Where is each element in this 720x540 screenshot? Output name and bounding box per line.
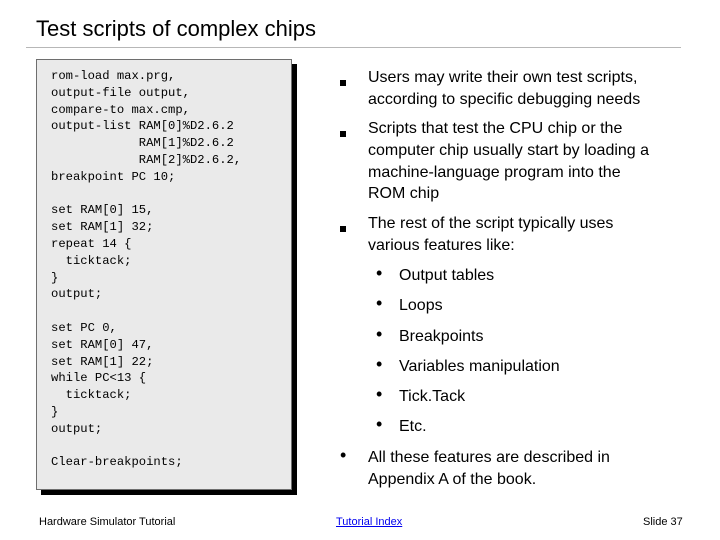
closing-line-1: All these features are described in — [368, 449, 610, 466]
footer-tutorial-name: Hardware Simulator Tutorial — [39, 516, 176, 528]
bullet-3-line-1: The rest of the script typically uses — [368, 215, 614, 232]
tutorial-index-link[interactable]: Tutorial Index — [336, 516, 403, 528]
bullet-3-line-2: various features like: — [368, 237, 515, 254]
feature-output-tables: Output tables — [399, 267, 495, 284]
title-divider — [26, 47, 681, 48]
bullet-1-line-1: Users may write their own test scripts, — [368, 69, 638, 86]
square-bullet-icon — [340, 221, 346, 235]
dot-bullet-icon: • — [340, 445, 347, 465]
square-bullet-icon — [340, 126, 346, 140]
dot-bullet-icon: • — [376, 354, 383, 374]
dot-bullet-icon: • — [376, 384, 383, 404]
square-bullet-icon — [340, 75, 346, 89]
dot-bullet-icon: • — [376, 414, 383, 434]
dot-bullet-icon: • — [376, 263, 383, 283]
bullet-2-line-3: machine-language program into the — [368, 164, 621, 181]
feature-ticktack: Tick.Tack — [399, 388, 466, 405]
dot-bullet-icon: • — [376, 324, 383, 344]
bullet-2-line-2: computer chip usually start by loading a — [368, 142, 650, 159]
feature-breakpoints: Breakpoints — [399, 328, 484, 345]
dot-bullet-icon: • — [376, 293, 383, 313]
feature-variables-manipulation: Variables manipulation — [399, 358, 560, 375]
closing-line-2: Appendix A of the book. — [368, 471, 537, 488]
slide-title: Test scripts of complex chips — [36, 16, 316, 41]
slide-number: Slide 37 — [643, 516, 683, 528]
test-script-code: rom-load max.prg, output-file output, compare-to max.cmp, output-list RAM[0]%D2.6.2 RAM[1]%D2.6.2 RAM[2]%D2.6.2, breakpoint PC 10; set RAM[0] 15, set RAM[1] 32; repeat 14 { ticktack; } output; set PC 0, set RAM[0] 47, set RAM[1] 22; while PC<13 { ticktack; } output; Clear-breakpoints; — [51, 69, 242, 470]
feature-etc: Etc. — [399, 418, 427, 435]
bullet-2-line-1: Scripts that test the CPU chip or the — [368, 120, 623, 137]
bullet-2-line-4: ROM chip — [368, 185, 440, 202]
bullet-1-line-2: according to specific debugging needs — [368, 91, 641, 108]
feature-loops: Loops — [399, 297, 443, 314]
